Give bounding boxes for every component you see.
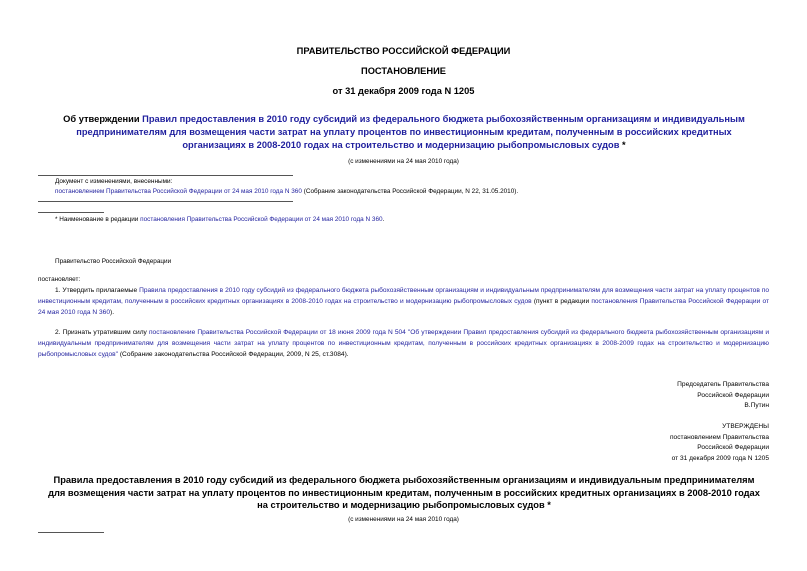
changes-heading: Документ с изменениями, внесенными: xyxy=(55,178,173,185)
item1-rules-link[interactable]: Правила предоставления в 2010 году субсидий из федерального бюджета рыбохозяйственным организациям и индивидуальным предпринимателям для возмещения части затрат на уплату процентов по инвестиционным кредитам, полученным в российских кредитных организациях в 2008-2010 годах на строительство и модернизацию рыбопромысловых судов xyxy=(38,287,769,305)
footnote-link[interactable]: постановления Правительства Российской Федерации от 24 мая 2010 года N 360 xyxy=(140,216,383,223)
resolves-word: постановляет: xyxy=(38,276,81,283)
signature-title: Председатель Правительства xyxy=(677,381,769,388)
document-date: от 31 декабря 2009 года N 1205 xyxy=(332,86,475,96)
item1-amendment-link[interactable]: постановления Правительства Российской Федерации от 24 мая 2010 года N 360 xyxy=(38,297,770,316)
item1-middle: (пункт в редакции xyxy=(531,297,592,305)
document-type: ПОСТАНОВЛЕНИЕ xyxy=(361,66,446,76)
item1-suffix: ). xyxy=(110,308,115,316)
document-title xyxy=(48,113,760,152)
approval-block xyxy=(670,422,769,464)
preamble: Правительство Российской Федерации xyxy=(55,258,172,265)
item2-prefix: 2. Признать утратившим силу xyxy=(55,329,149,336)
signature-country: Российской Федерации xyxy=(697,391,769,399)
approval-country: Российской Федерации xyxy=(697,444,769,451)
item1-prefix: 1. Утвердить прилагаемые xyxy=(55,287,140,294)
rules-amendments-note: (с изменениями на 24 мая 2010 года) xyxy=(348,516,459,523)
footnote-suffix: . xyxy=(382,216,385,223)
approval-by: постановлением Правительства xyxy=(669,433,769,441)
footnote-divider xyxy=(38,212,104,213)
rules-title: Правила предоставления в 2010 году субсидий из федерального бюджета рыбохозяйственным организациям и индивидуальным предпринимателям для возмещения части затрат на уплату процентов по инвестиционным кредитам, полученным в российских кредитных организациях в 2008-2010 годах на строительство и модернизацию рыбопромысловых судов * xyxy=(48,475,760,510)
signature-name: В.Путин xyxy=(744,402,769,409)
changes-suffix: (Собрание законодательства Российской Федерации, N 22, 31.05.2010). xyxy=(301,188,519,195)
item-1 xyxy=(38,286,769,318)
government-heading: ПРАВИТЕЛЬСТВО РОССИЙСКОЙ ФЕДЕРАЦИИ xyxy=(296,46,511,56)
item2-repealed-link[interactable]: постановление Правительства Российской Федерации от 18 июня 2009 года N 504 "Об утверждении Правил предоставления субсидий из федерального бюджета рыбохозяйственным организациям и индивидуальным предпринимателям для возмещения части затрат на уплату процентов по инвестиционным кредитам, полученным в российских кредитных организациях в 2008-2009 годах на строительство и модернизацию рыбопромысловых судов" xyxy=(38,329,770,358)
footnote xyxy=(55,216,384,223)
bottom-divider xyxy=(38,532,104,533)
title-suffix: * xyxy=(619,140,626,150)
title-prefix: Об утверждении xyxy=(63,114,143,124)
signature-block xyxy=(677,380,769,412)
approval-date: от 31 декабря 2009 года N 1205 xyxy=(671,454,769,462)
changes-entry xyxy=(55,188,518,195)
title-rules-link[interactable]: Правил предоставления в 2010 году субсидий из федерального бюджета рыбохозяйственным организациям и индивидуальным предпринимателям для возмещения части затрат на уплату процентов по инвестиционным кредитам, полученным в российских кредитных организациях в 2008-2010 годах на строительство и модернизацию рыбопромысловых судов xyxy=(76,114,745,150)
divider xyxy=(38,201,293,202)
footnote-prefix: * Наименование в редакции xyxy=(55,216,141,223)
changes-link[interactable]: постановлением Правительства Российской Федерации от 24 мая 2010 года N 360 xyxy=(55,188,302,195)
amendments-note: (с изменениями на 24 мая 2010 года) xyxy=(348,158,459,165)
item-2 xyxy=(38,328,769,360)
divider xyxy=(38,175,293,176)
item2-suffix: (Собрание законодательства Российской Федерации, 2009, N 25, ст.3084). xyxy=(118,350,349,358)
approval-title: УТВЕРЖДЕНЫ xyxy=(722,423,769,430)
